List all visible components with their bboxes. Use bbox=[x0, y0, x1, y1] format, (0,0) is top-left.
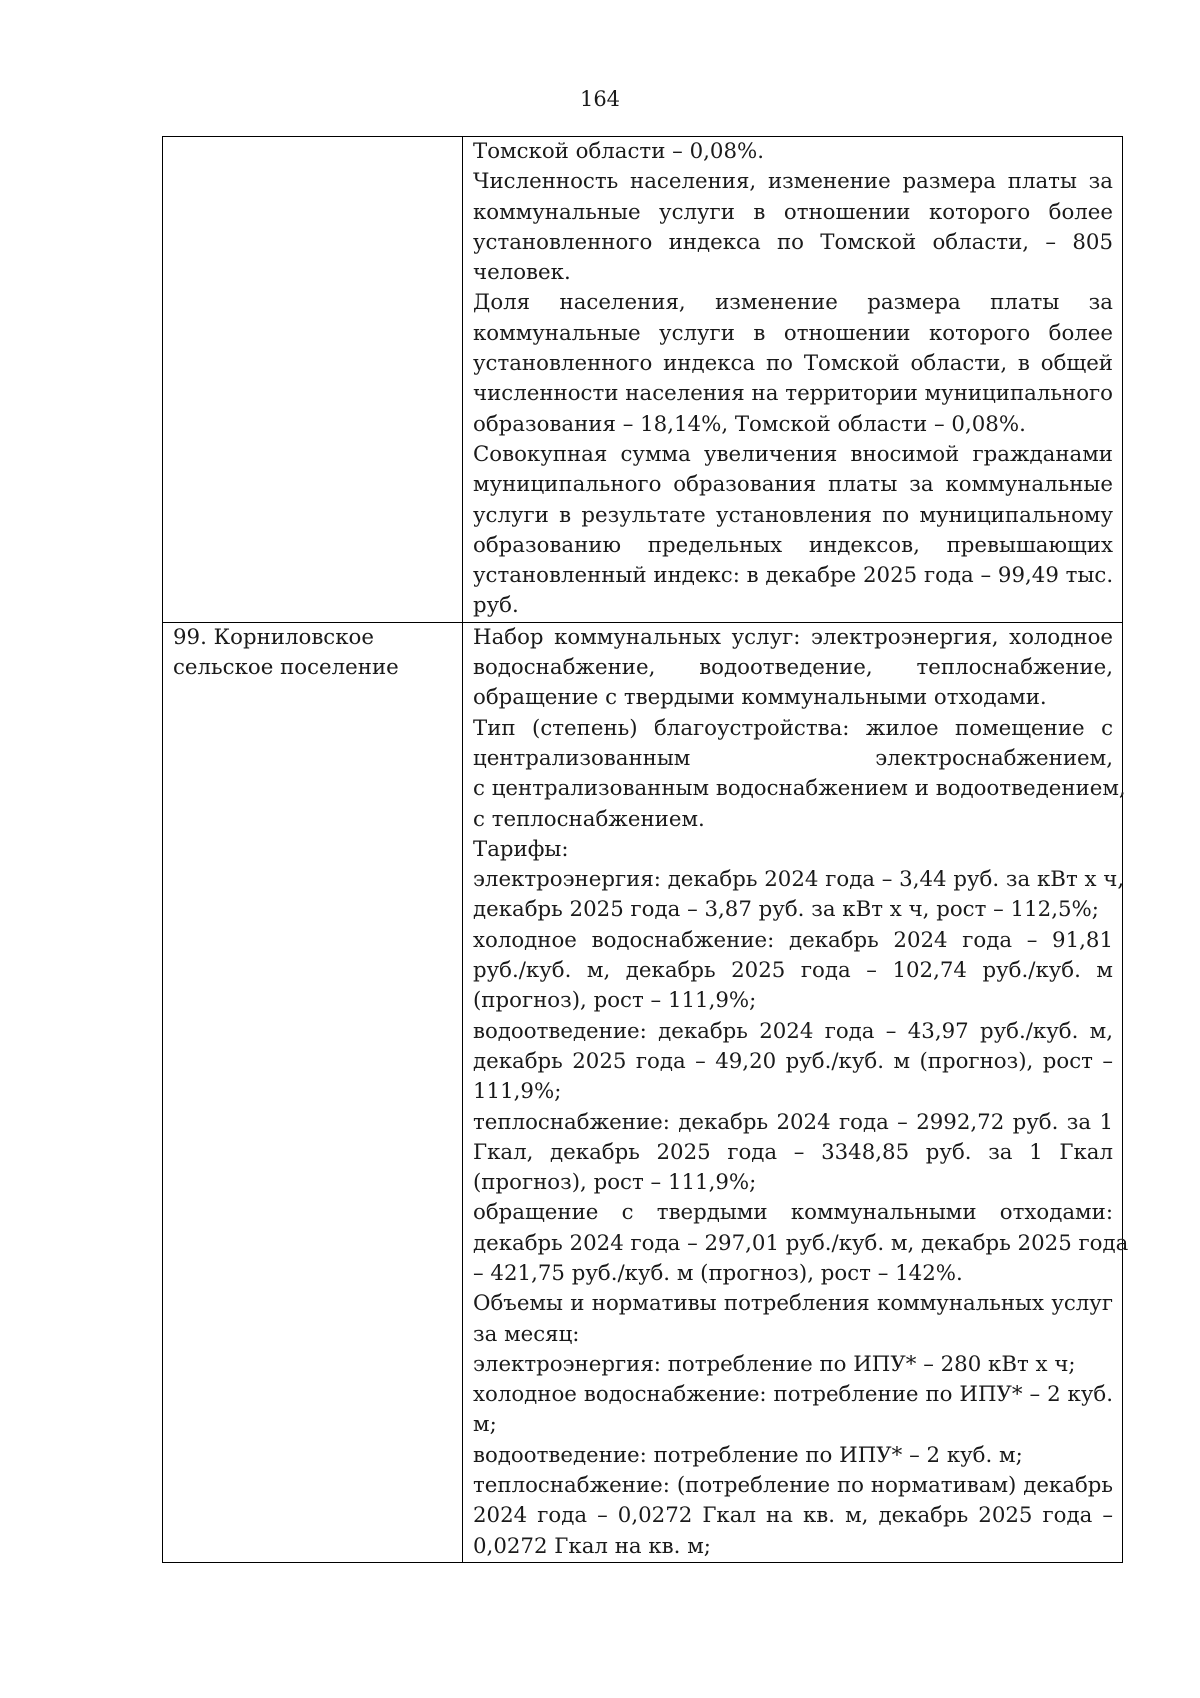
paragraph bbox=[473, 1471, 1113, 1562]
page-number: 164 bbox=[579, 87, 621, 111]
paragraph bbox=[473, 1441, 1113, 1471]
paragraph bbox=[473, 865, 1125, 926]
text-line: декабрь 2025 года – 49,20 руб./куб. м (прогноз), рост – bbox=[473, 1048, 1113, 1074]
table-row bbox=[163, 622, 1123, 1562]
text-line: теплоснабжение: (потребление по нормативам) декабрь bbox=[473, 1473, 1113, 1499]
text-line: холодное водоснабжение: потребление по ИПУ* – 2 куб. bbox=[473, 1382, 1113, 1408]
text-line: (прогноз), рост – 111,9%; bbox=[473, 1170, 757, 1196]
text-line: обращение с твердыми коммунальными отходами. bbox=[473, 685, 1047, 711]
text-line: Тип (степень) благоустройства: жилое помещение с bbox=[473, 715, 1113, 741]
text-line: образованию предельных индексов, превышающих bbox=[473, 532, 1113, 558]
text-line: численности населения на территории муниципального bbox=[473, 381, 1113, 407]
text-line: Численность населения, изменение размера платы за bbox=[473, 169, 1113, 195]
text-line: 2024 года – 0,0272 Гкал на кв. м, декабрь 2025 года – bbox=[473, 1503, 1113, 1529]
text-line: Набор коммунальных услуг: электроэнергия, холодное bbox=[473, 624, 1113, 650]
paragraph bbox=[473, 1198, 1129, 1289]
municipality-name-line: сельское поселение bbox=[173, 655, 399, 681]
text-line: муниципального образования платы за коммунальные bbox=[473, 472, 1113, 498]
paragraph bbox=[473, 440, 1113, 622]
text-line: 111,9%; bbox=[473, 1079, 562, 1105]
text-line: теплоснабжение: декабрь 2024 года – 2992,72 руб. за 1 bbox=[473, 1109, 1113, 1135]
text-line: обращение с твердыми коммунальными отходами: bbox=[473, 1200, 1113, 1226]
municipality-name-line: 99. Корниловское bbox=[173, 624, 374, 650]
text-line: с централизованным водоснабжением и водоотведением, bbox=[473, 776, 1126, 802]
text-line: централизованным электроснабжением, bbox=[473, 745, 1113, 771]
text-line: установленный индекс: в декабре 2025 года – 99,49 тыс. bbox=[473, 563, 1114, 589]
description-cell bbox=[463, 137, 1123, 623]
text-line: декабрь 2024 года – 297,01 руб./куб. м, декабрь 2025 года bbox=[473, 1230, 1129, 1256]
text-line: электроэнергия: декабрь 2024 года – 3,44 руб. за кВт х ч, bbox=[473, 867, 1125, 893]
text-line: коммунальные услуги в отношении которого более bbox=[473, 320, 1113, 346]
text-line: водоотведение: потребление по ИПУ* – 2 куб. м; bbox=[473, 1442, 1023, 1468]
description-cell bbox=[463, 622, 1129, 1562]
paragraph bbox=[473, 926, 1113, 1017]
text-line: водоотведение: декабрь 2024 года – 43,97 руб./куб. м, bbox=[473, 1018, 1113, 1044]
text-line: м; bbox=[473, 1412, 497, 1438]
text-line: электроэнергия: потребление по ИПУ* – 280 кВт х ч; bbox=[473, 1351, 1076, 1377]
text-line: коммунальные услуги в отношении которого более bbox=[473, 199, 1113, 225]
paragraph bbox=[473, 288, 1113, 439]
text-line: декабрь 2025 года – 3,87 руб. за кВт х ч, рост – 112,5%; bbox=[473, 897, 1099, 923]
paragraph bbox=[473, 137, 1113, 167]
text-line: с теплоснабжением. bbox=[473, 806, 705, 832]
text-line: Тарифы: bbox=[473, 836, 569, 862]
paragraph bbox=[473, 1350, 1113, 1380]
text-line: Доля населения, изменение размера платы за bbox=[473, 290, 1113, 316]
text-line: образования – 18,14%, Томской области – 0,08%. bbox=[473, 411, 1026, 437]
text-line: за месяц: bbox=[473, 1321, 580, 1347]
text-line: Совокупная сумма увеличения вносимой гражданами bbox=[473, 441, 1113, 467]
text-line: руб./куб. м, декабрь 2025 года – 102,74 руб./куб. м bbox=[473, 958, 1113, 984]
paragraph bbox=[473, 714, 1126, 835]
text-line: Томской области – 0,08%. bbox=[473, 139, 765, 164]
paragraph bbox=[473, 1108, 1113, 1199]
paragraph bbox=[473, 835, 1113, 865]
text-line: человек. bbox=[473, 260, 571, 286]
paragraph bbox=[473, 167, 1113, 288]
municipality-cell bbox=[163, 137, 463, 623]
text-line: водоснабжение, водоотведение, теплоснабжение, bbox=[473, 655, 1113, 681]
paragraph bbox=[473, 1380, 1113, 1441]
document-table bbox=[162, 136, 1129, 1563]
municipality-cell bbox=[163, 622, 463, 1562]
text-line: Объемы и нормативы потребления коммунальных услуг bbox=[473, 1291, 1113, 1317]
paragraph bbox=[473, 1289, 1113, 1350]
paragraph bbox=[473, 623, 1113, 714]
text-line: услуги в результате установления по муниципальному bbox=[473, 502, 1113, 528]
text-line: руб. bbox=[473, 593, 519, 619]
text-line: 0,0272 Гкал на кв. м; bbox=[473, 1533, 711, 1559]
text-line: установленного индекса по Томской области, – 805 bbox=[473, 229, 1113, 255]
paragraph bbox=[473, 1017, 1113, 1108]
text-line: Гкал, декабрь 2025 года – 3348,85 руб. за 1 Гкал bbox=[473, 1139, 1113, 1165]
text-line: установленного индекса по Томской области, в общей bbox=[473, 351, 1113, 377]
text-line: холодное водоснабжение: декабрь 2024 года – 91,81 bbox=[473, 927, 1113, 953]
text-line: – 421,75 руб./куб. м (прогноз), рост – 142%. bbox=[473, 1260, 963, 1286]
table-row bbox=[163, 137, 1123, 623]
text-line: (прогноз), рост – 111,9%; bbox=[473, 988, 757, 1014]
